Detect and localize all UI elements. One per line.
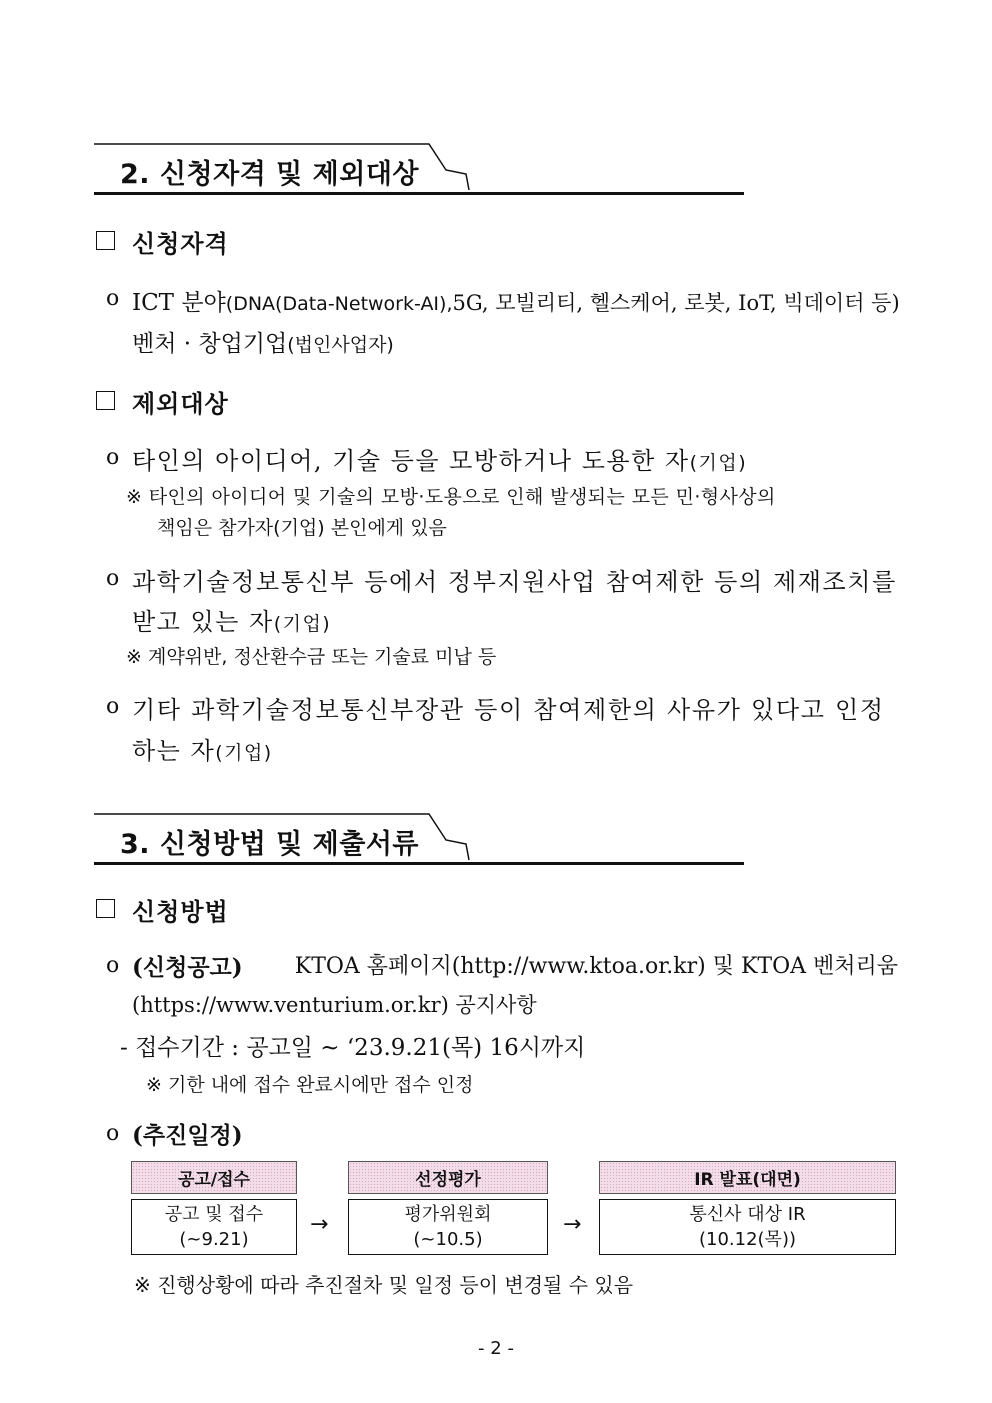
bullet: o — [106, 286, 120, 311]
qualification-item-line2: 벤처 · 창업기업(법인사업자) — [132, 331, 394, 357]
flow-step-2-line1: 평가위원회 — [404, 1204, 492, 1225]
flow-step-3-head: IR 발표(대면) — [599, 1161, 896, 1194]
flow-step-2-box — [348, 1199, 548, 1255]
exclusion-item-1: 타인의 아이디어, 기술 등을 모방하거나 도용한 자(기업) — [132, 447, 748, 475]
method-period: - 접수기간 : 공고일 ~ ‘23.9.21(목) 16시까지 — [120, 1035, 586, 1061]
flow-step-1-line2: (~9.21) — [179, 1229, 249, 1250]
section-2-title-decoration — [94, 142, 744, 197]
bullet: o — [106, 953, 120, 978]
flow-step-3-line2: (10.12(목)) — [698, 1229, 796, 1250]
flow-step-1-line1: 공고 및 접수 — [164, 1204, 264, 1225]
bullet: o — [106, 445, 120, 470]
method-heading: 신청방법 — [132, 897, 229, 926]
exclusion-note-1-line1: ※ 타인의 아이디어 및 기술의 모방·도용으로 인해 발생되는 모든 민·형사상의 — [126, 486, 776, 508]
bullet: o — [106, 566, 120, 591]
flow-step-2-line2: (~10.5) — [413, 1229, 483, 1250]
checkbox-square-icon — [96, 899, 115, 918]
method-item-line1: (신청공고) KTOA 홈페이지(http://www.ktoa.or.kr) 및 KTOA 벤처리움 — [132, 954, 898, 981]
exclusion-note-1-line2: 책임은 참가자(기업) 본인에게 있음 — [157, 517, 447, 539]
qualification-heading: 신청자격 — [132, 229, 229, 258]
flow-step-1-head: 공고/접수 — [131, 1161, 297, 1194]
flow-step-3-line1: 통신사 대상 IR — [689, 1204, 806, 1225]
section-3-title: 3. 신청방법 및 제출서류 — [120, 829, 419, 860]
schedule-label: (추진일정) — [132, 1122, 243, 1149]
qualification-item-line1: ICT 분야(DNA(Data-Network-AI), 5G, 모빌리티, 헬스케어, 로봇, IoT, 빅데이터 등) — [132, 290, 900, 316]
schedule-note: ※ 진행상황에 따라 추진절차 및 일정 등이 변경될 수 있음 — [134, 1273, 634, 1297]
arrow-right-icon: → — [310, 1212, 329, 1237]
bullet: o — [106, 694, 120, 719]
flow-step-2-head: 선정평가 — [348, 1161, 548, 1194]
bullet: o — [106, 1121, 120, 1146]
section-3-underline — [94, 862, 744, 865]
checkbox-square-icon — [96, 391, 115, 410]
exclusion-item-2-line2: 받고 있는 자(기업) — [132, 608, 332, 636]
section-2-underline — [94, 192, 744, 195]
section-2-title: 2. 신청자격 및 제외대상 — [120, 159, 419, 190]
page-number: - 2 - — [478, 1338, 514, 1359]
exclusion-item-3-line1: 기타 과학기술정보통신부장관 등이 참여제한의 사유가 있다고 인정 — [132, 696, 885, 724]
flow-step-3-box — [599, 1199, 896, 1255]
arrow-right-icon: → — [563, 1212, 582, 1237]
exclusion-note-2: ※ 계약위반, 정산환수금 또는 기술료 미납 등 — [126, 646, 497, 668]
checkbox-square-icon — [96, 231, 115, 250]
exclusion-item-2-line1: 과학기술정보통신부 등에서 정부지원사업 참여제한 등의 제재조치를 — [132, 568, 897, 596]
method-item-line2: (https://www.venturium.or.kr) 공지사항 — [132, 993, 537, 1017]
exclusion-heading: 제외대상 — [132, 389, 229, 418]
exclusion-item-3-line2: 하는 자(기업) — [132, 737, 273, 765]
section-3-title-decoration — [94, 812, 744, 867]
flow-step-1-box — [131, 1199, 297, 1255]
method-note: ※ 기한 내에 접수 완료시에만 접수 인정 — [146, 1074, 474, 1096]
